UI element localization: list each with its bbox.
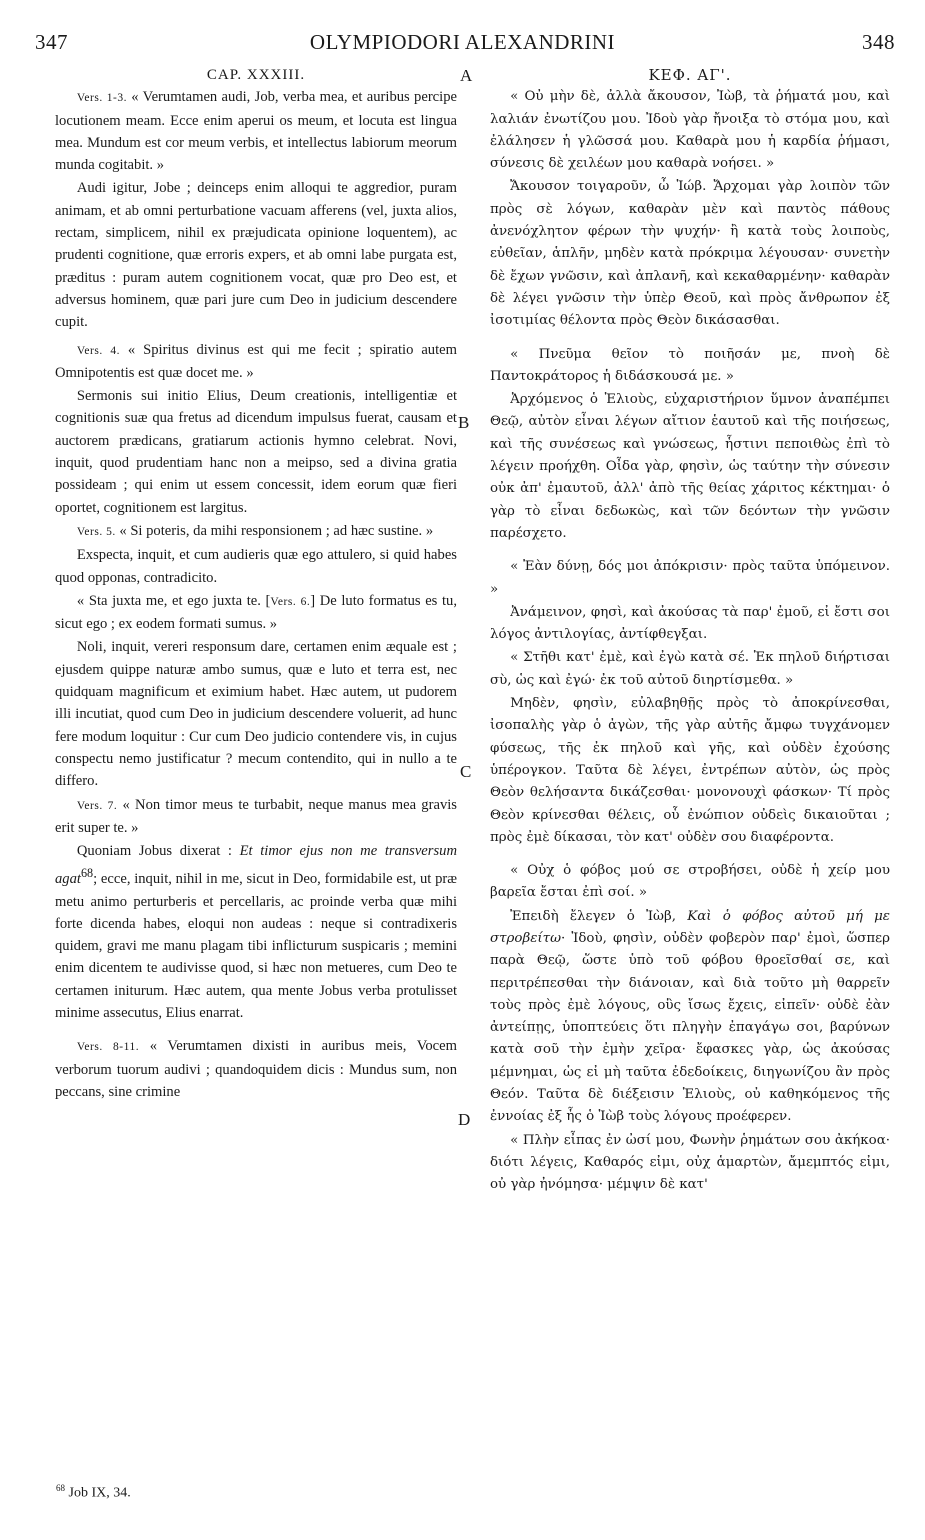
verse-text: « Non timor meus te turbabit, neque manus mea gravis erit super te. »	[55, 796, 457, 836]
quoted-text: Καὶ ὁ φόβος αὐτοῦ μή με στροβείτω	[490, 908, 890, 946]
verse-label: Vers. 1-3.	[76, 92, 127, 105]
greek-commentary-4: Μηδὲν, φησὶν, εὐλαβηθῇς πρὸς τὸ ἀποκρίνεσθαι, ἰσοπαλὴς γὰρ ὁ ἀγὼν, τῆς γὰρ αὐτῆς ἄμφω τυγχάνομεν φύσεως, τῆς ἐκ πηλοῦ καὶ γῆς, καὶ οὐδὲν ἐχούσης ὑπέρογκον. Ταῦτα δὲ λέγει, ἐντρέπων αὐτὸν, ὡς πρὸς Θεὸν θελήσαντα δικάζεσθαι· μονονουχὶ φάσκων· Τί πρὸς Θεὸν κρίνεσθαι θέλεις, οὗ ἐνώπιον οὐδεὶς δικαιοῦται ; πρὸς ἐμὲ δίκασαι, τὸν κατ' οὐδὲν σου διαφέροντα.	[490, 696, 890, 845]
verse-label: Vers. 7.	[76, 799, 118, 812]
greek-commentary-1: Ἄκουσον τοιγαροῦν, ὦ Ἰώβ. Ἄρχομαι γὰρ λοιπὸν τῶν πρὸς σὲ λόγων, καθαρὰν μὲν καὶ παντὸς πάθους ἀνενόχλητον φέρων τὴν ψυχήν· ἢ κατὰ τοὺς λοιποὺς, εὐθεῖαν, ἁπλῆν, μηδὲν κατὰ πρόκριμα λέγουσαν· συνετὴν δὲ ἔχων γνῶσιν, καὶ ἀπλανῆ, καὶ κεκαθαρμένην· καθαρὰν δὲ λέγει γνῶσιν τὴν ὑπὲρ Θεοῦ, καὶ πρὸς ἄνθρωπον ἐξ ἰσοτιμίας θέλοντα πρὸς Θεὸν δικάσασθαι.	[490, 179, 890, 329]
verse-text: « Spiritus divinus est qui me fecit ; spiratio autem Omnipotentis est quæ docet me. »	[55, 341, 457, 381]
commentary-text: Quoniam Jobus dixerat :	[76, 843, 232, 860]
footnote-ref: 68	[80, 866, 94, 881]
latin-commentary-5	[55, 840, 457, 1024]
page-title: OLYMPIODORI ALEXANDRINI	[309, 30, 616, 54]
chapter-heading-greek: ΚΕΦ. ΑΓ'.	[648, 66, 732, 84]
verse-text: « Si poteris, da mihi responsionem ; ad hæc sustine. »	[119, 522, 434, 539]
verse-text: ] De luto formatus es tu, sicut ego ; ex eodem formati sumus. »	[55, 592, 457, 633]
latin-verse-8-11	[55, 1035, 457, 1103]
footnote	[56, 1483, 131, 1502]
footnote-number: 68	[56, 1483, 65, 1493]
margin-marker-c: C	[460, 762, 472, 781]
margin-marker-a: A	[460, 66, 473, 85]
page-number-left: 347	[35, 30, 68, 54]
commentary-text: · Ἰδοὺ, φησὶν, οὐδὲν φοβερὸν παρ' ἐμοὶ, ὥσπερ παρὰ Θεῷ, ὥστε ὑπὸ τοῦ φόβου θροεῖσθαί σε, καὶ περιτρέπεσθαι τὴν διάνοιαν, καὶ διὰ τοῦτο μὴ θαρρεῖν τοὺς πρὸς ἐμὲ λόγους, οὓς ἴσως ἔχεις, εἰπεῖν· οὐδὲ ἐὰν ἀντείπῃς, ὑποπτεύεις ὅτι πληγὴν ἐπαγάγω σοι, βαρύνων κατὰ σοῦ τὴν ἐμὴν χεῖρα· ἔφασκες γὰρ, ὡς ἀκούσας μέμνημαι, ὡς εἰ μὴ ταῦτα ἐδεδοίκεις, διηγωνίζου ἂν πρὸς Θεόν. Ταῦτα δὲ διέξεισιν Ἐλιοὺς, οὐ καθηκόμενος τῆς ἐννοίας ἐξ ἧς ὁ Ἰὼβ τοὺς λόγους προέφερεν.	[490, 930, 890, 1125]
running-head	[0, 30, 925, 60]
commentary-text: Ἐπειδὴ ἔλεγεν ὁ Ἰὼβ,	[510, 908, 676, 924]
latin-commentary-1: Audi igitur, Jobe ; deinceps enim alloqui te aggredior, puram animam, et ab omni perturbatione vacuam afferens (vel, juxta alios, rectam, simplicem, nihil ex præjudicata opinione loquentem), ac prudenti cognitione, quæ erroris expers, et ab omni labe purgata est, præditus : puram autem cognitionem vocat, quæ pro Deo est, et adversus hominem, quæ pari jure cum Deo in judicium descendere cupit.	[55, 180, 457, 331]
greek-commentary-2: Ἀρχόμενος ὁ Ἐλιοὺς, εὐχαριστήριον ὕμνον ἀναπέμπει Θεῷ, αὐτὸν εἶναι λέγων αἴτιον ἑαυτοῦ καὶ τῆς ποιήσεως, καὶ τῆς συνέσεως καὶ γνώσεως, ἧστινι πεποιθὼς ἐπὶ τὸ λέγειν προήχθη. Οἶδα γὰρ, φησὶν, ὡς ταύτην τὴν σύνεσιν οὐκ ἀπ' ἐμαυτοῦ, ἀλλ' ἀπὸ τῆς θείας χάριτος κέκτημαι· ὁ γὰρ τὸ εἶναι δεδωκὼς, καὶ τῶν δεόντων τὴν γνῶσιν παρέσχετο.	[490, 392, 890, 541]
footnote-text: Job IX, 34.	[68, 1485, 131, 1501]
latin-column	[55, 64, 457, 1104]
verse-text: « Verumtamen dixisti in auribus meis, Vocem verborum tuorum audivi ; quandoquidem dicis : Mundus sum, non peccans, sine crimine	[55, 1038, 457, 1100]
greek-verse-5: « Ἐὰν δύνῃ, δός μοι ἀπόκρισιν· πρὸς ταῦτα ὑπόμεινον. »	[490, 559, 890, 597]
greek-verse-8-11: « Πλὴν εἶπας ἐν ὠσί μου, Φωνὴν ῥημάτων σου ἀκήκοα· διότι λέγεις, Καθαρός εἰμι, οὐχ ἁμαρτὼν, ἄμεμπτός εἰμι, οὐ γὰρ ἠνόμησα· μέμψιν δὲ κατ'	[490, 1132, 890, 1193]
latin-commentary-4: Noli, inquit, vereri responsum dare, certamen enim æquale est ; ejusdem quippe naturæ ambo sumus, quæ e luto et terra est, nec quidquam magnificum et eximium habet. Hæc autem, ut pudorem illi incutiat, quod cum Deo in judicium descendere voluerit, ad hunc fere modum loquitur : Cur cum Deo judicio contendere vis, in cujus conspectu nemo justificatur ? mecum contendito, qui in nullo a te differo.	[55, 639, 457, 790]
verse-label: Vers. 8-11.	[76, 1041, 140, 1054]
quoted-text: Et timor ejus non me transversum agat	[55, 843, 457, 888]
latin-verse-6	[55, 590, 457, 636]
latin-verse-5	[55, 520, 457, 543]
greek-verse-4: « Πνεῦμα θεῖον τὸ ποιῆσάν με, πνοὴ δὲ Παντοκράτορος ἡ διδάσκουσά με. »	[490, 346, 890, 384]
margin-marker-d: D	[458, 1110, 471, 1129]
latin-verse-1-3	[55, 86, 457, 176]
verse-text: « Verumtamen audi, Job, verba mea, et auribus percipe locutionem meam. Ecce enim aperui os meum, et locuta est lingua mea. Mundum est cor meum verbis, et intellectus labiorum meorum munda cogitabit. »	[55, 89, 457, 174]
verse-text: « Sta juxta me, et ego juxta te. [	[76, 592, 271, 609]
greek-verse-1-3: « Οὐ μὴν δὲ, ἀλλὰ ἄκουσον, Ἰὼβ, τὰ ῥήματά μου, καὶ λαλιάν ἐνωτίζου μου. Ἰδοὺ γὰρ ἤνοιξα τὸ στόμα μου, καὶ ἐλάλησεν ἡ γλῶσσά μου. Καθαρὰ μου ἡ καρδία ῥήμασι, σύνεσις δὲ χειλέων μου καθαρὰ νοήσει. »	[490, 89, 890, 172]
chapter-heading-latin: CAP. XXXIII.	[206, 67, 306, 83]
greek-commentary-5	[490, 906, 890, 1129]
greek-column	[490, 64, 890, 1198]
greek-commentary-3: Ἀνάμεινον, φησὶ, καὶ ἀκούσας τὰ παρ' ἐμοῦ, εἰ ἔστι σοι λόγος ἀντιλογίας, ἀντίφθεγξαι.	[490, 604, 890, 643]
verse-label: Vers. 4.	[76, 344, 120, 357]
page-number-right: 348	[862, 30, 895, 54]
greek-verse-6: « Στῆθι κατ' ἐμὲ, καὶ ἐγὼ κατὰ σέ. Ἐκ πηλοῦ διήρτισαι σὺ, ὡς καὶ ἐγώ· ἐκ τοῦ αὐτοῦ διηρτίσμεθα. »	[490, 650, 890, 688]
latin-verse-7	[55, 794, 457, 840]
margin-marker-b: B	[458, 413, 470, 432]
latin-commentary-3: Exspecta, inquit, et cum audieris quæ ego attulero, si quid habes quod opponas, contradicito.	[55, 547, 457, 586]
greek-verse-7: « Οὐχ ὁ φόβος μού σε στροβήσει, οὐδὲ ἡ χείρ μου βαρεῖα ἔσται ἐπὶ σοί. »	[490, 863, 890, 901]
latin-commentary-2: Sermonis sui initio Elius, Deum creationis, intelligentiæ et cognitionis suæ qua fretus ad dicendum impulsus fuerat, causam et auctorem prædicans, gratiarum actionis hymno celebrat. Novi, inquit, quod prudentiam hanc non a meipso, sed a divina gratia possideam ; qui enim ut essem concessit, idem eorum quæ fieri oportet, cognitionem est largitus.	[55, 388, 457, 516]
latin-verse-4	[55, 339, 457, 385]
verse-label: Vers. 5.	[76, 525, 116, 538]
commentary-text: ; ecce, inquit, nihil in me, sicut in Deo, formidabile est, ut præ metu animo perturberis et percellaris, ac proinde verba quæ mihi forte dicenda habes, eloqui non audeas : neque si contradixeris quidem, gravi me manu plagam tibi inflicturum suspicaris ; memini enim dicentem te audivisse quod, si hæc non metueres, cum Deo te certamen initurum. Hæc autem, qua mente Jobus verba protulisset minime assecutus, Elius enarrat.	[55, 871, 457, 1022]
verse-label: Vers. 6.	[270, 595, 311, 608]
